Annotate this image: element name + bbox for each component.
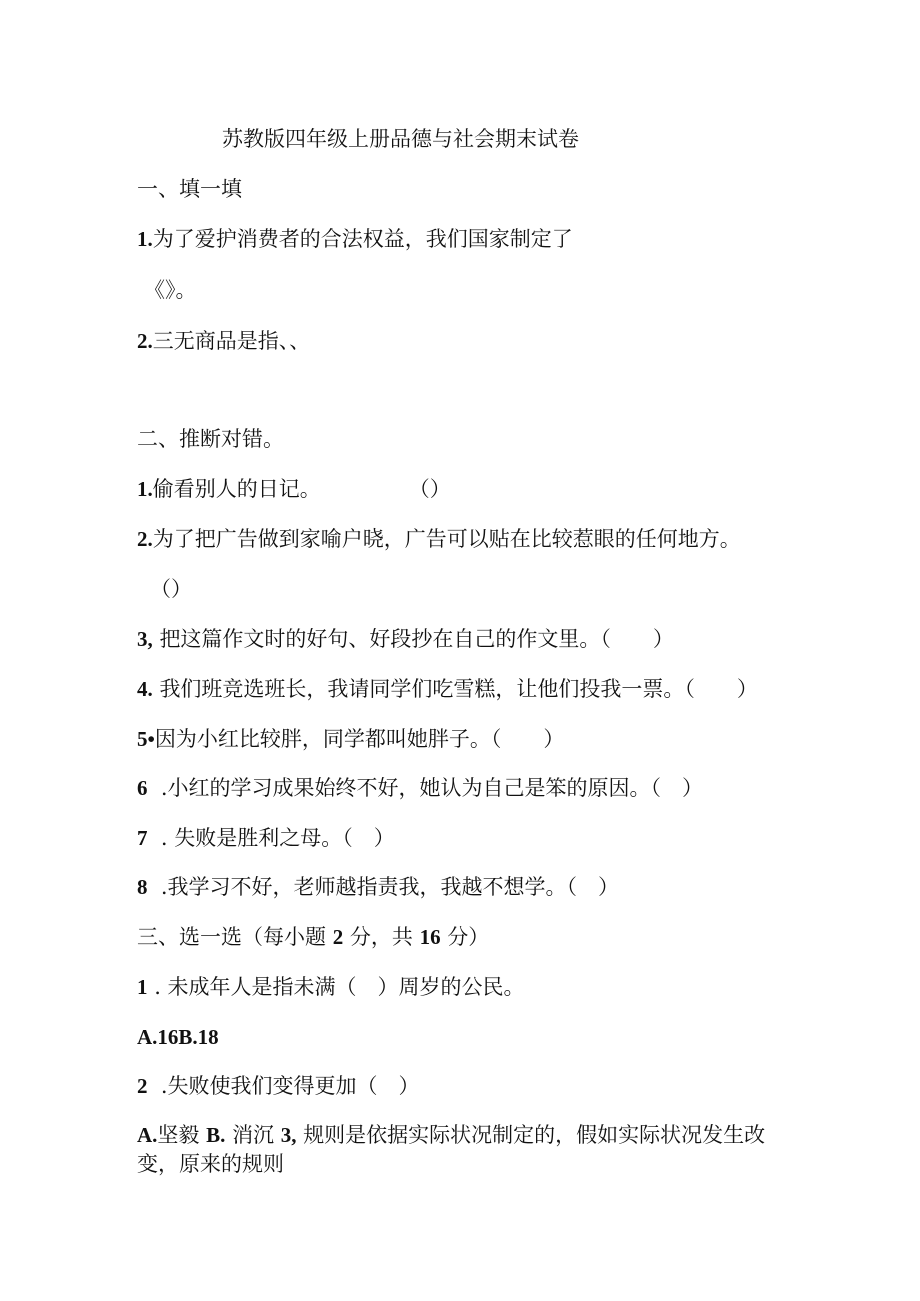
judge-question-5 xyxy=(137,726,564,752)
question-number: 4. xyxy=(137,677,153,701)
heading-text: 分，共 xyxy=(349,925,413,949)
option-b-text: 消沉 xyxy=(232,1123,275,1147)
judge-question-7 xyxy=(137,825,395,851)
judge-question-1 xyxy=(137,476,451,502)
question-text: 三无商品是指、、 xyxy=(152,329,311,353)
answer-parens: （） xyxy=(408,477,451,501)
question-number: 2. xyxy=(137,527,153,551)
question-number: 1. xyxy=(137,227,153,251)
question-text: 为了爱护消费者的合法权益，我们国家制定了 xyxy=(152,227,573,251)
choice-question-2-options xyxy=(137,1121,787,1179)
points-each: 2 xyxy=(332,925,344,949)
points-total: 16 xyxy=(419,925,441,949)
judge-question-3 xyxy=(137,626,674,652)
question-number: 3, xyxy=(137,627,153,651)
question-text: 偷看别人的日记。 xyxy=(152,477,321,501)
fill-question-2 xyxy=(137,328,310,354)
judge-question-4 xyxy=(137,676,758,702)
judge-question-8 xyxy=(137,874,619,900)
choice-question-1 xyxy=(137,974,525,1000)
page-title: 苏教版四年级上册品德与社会期末试卷 xyxy=(222,127,579,151)
fill-question-1-blank: 《》。 xyxy=(144,278,197,302)
judge-question-6 xyxy=(137,775,703,801)
option-b-label: B. xyxy=(206,1123,226,1147)
question-text: 把这篇作文时的好句、好段抄在自己的作文里。（ ） xyxy=(159,627,674,651)
question-text: 规则是依据实际状况制定的，假如实际状况发生改变，原来的规则 xyxy=(137,1123,766,1176)
question-text: . 失败是胜利之母。（ ） xyxy=(160,826,395,850)
choice-question-2 xyxy=(137,1073,420,1099)
question-text: 为了把广告做到家喻户晓，广告可以贴在比较惹眼的任何地方。 xyxy=(152,527,741,551)
heading-text: 分） xyxy=(447,925,490,949)
question-text: .我学习不好，老师越指责我，我越不想学。（ ） xyxy=(160,875,620,899)
question-text: 我们班竞选班长，我请同学们吃雪糕，让他们投我一票。（ ） xyxy=(159,677,758,701)
option-a-text: 坚毅 xyxy=(157,1123,200,1147)
question-text: .失败使我们变得更加（ ） xyxy=(160,1074,420,1098)
section-heading-choice xyxy=(137,924,489,950)
question-number: 2. xyxy=(137,329,153,353)
question-text: 因为小红比较胖，同学都叫她胖子。（ ） xyxy=(154,727,565,751)
section-heading-judge: 二、推断对错。 xyxy=(137,427,284,451)
question-number: 3, xyxy=(280,1123,297,1147)
fill-question-1 xyxy=(137,226,573,252)
option-a-label: A. xyxy=(137,1123,158,1147)
question-number: 2 xyxy=(137,1074,148,1098)
question-number: 5• xyxy=(137,727,155,751)
question-text: . 未成年人是指未满（ ）周岁的公民。 xyxy=(154,975,525,999)
judge-question-2 xyxy=(137,526,741,552)
heading-text: 三、选一选（每小题 xyxy=(137,925,326,949)
choice-question-1-options: A.16B.18 xyxy=(137,1025,219,1049)
question-number: 8 xyxy=(137,875,148,899)
section-heading-fill: 一、填一填 xyxy=(137,177,242,201)
question-text: .小红的学习成果始终不好，她认为自己是笨的原因。（ ） xyxy=(160,776,704,800)
question-number: 6 xyxy=(137,776,148,800)
judge-question-2-parens: （） xyxy=(150,577,192,601)
question-number: 1. xyxy=(137,477,153,501)
question-number: 7 xyxy=(137,826,148,850)
question-number: 1 xyxy=(137,975,148,999)
